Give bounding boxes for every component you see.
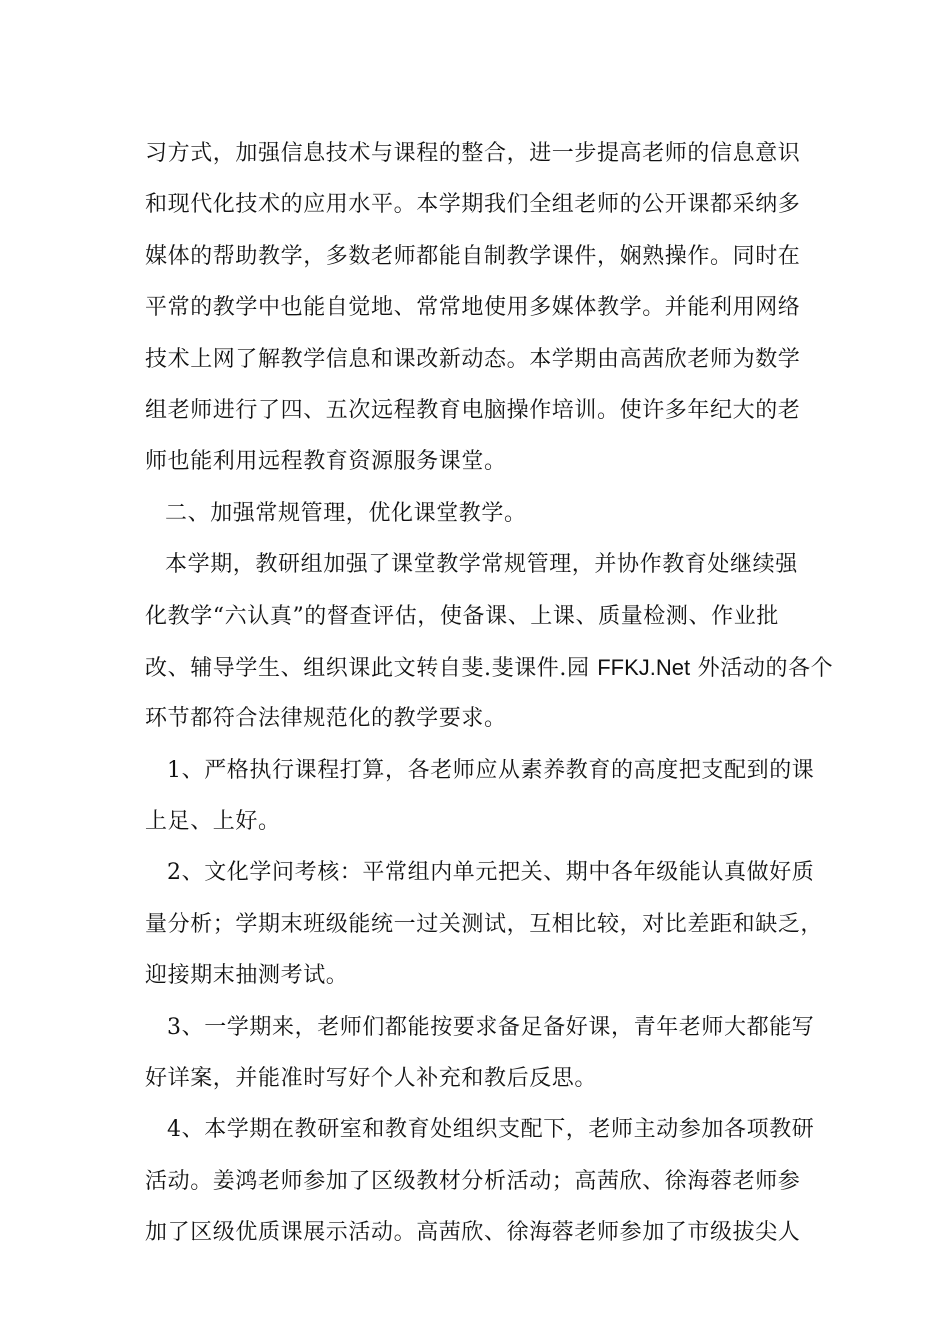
- document-body: [145, 128, 845, 1259]
- text-line: 和现代化技术的应用水平。本学期我们全组老师的公开课都采纳多: [145, 192, 801, 218]
- text-segment: 外活动的各个: [690, 655, 834, 681]
- text-line: 活动。姜鸿老师参加了区级教材分析活动；高茜欣、徐海蓉老师参: [145, 1168, 801, 1194]
- list-item: 1、严格执行课程打算，各老师应从素养教育的高度把支配到的课: [167, 757, 815, 783]
- text-segment: 改、辅导学生、组织课此文转自斐.斐课件.园: [145, 655, 598, 681]
- text-line: 师也能利用远程教育资源服务课堂。: [145, 449, 507, 475]
- text-line: 本学期，教研组加强了课堂教学常规管理，并协作教育处继续强: [165, 552, 798, 578]
- text-line: 组老师进行了四、五次远程教育电脑操作培训。使许多年纪大的老: [145, 397, 801, 423]
- text-line: 媒体的帮助教学，多数老师都能自制教学课件，娴熟操作。同时在: [145, 243, 801, 269]
- text-line: 上足、上好。: [145, 809, 281, 835]
- section-heading: 二、加强常规管理，优化课堂教学。: [165, 500, 527, 526]
- text-line: 迎接期末抽测考试。: [145, 963, 349, 989]
- list-item: 4、本学期在教研室和教育处组织支配下，老师主动参加各项教研: [167, 1117, 815, 1143]
- text-line: 技术上网了解教学信息和课改新动态。本学期由高茜欣老师为数学: [145, 346, 801, 372]
- text-line: 化教学“六认真”的督查评估，使备课、上课、质量检测、作业批: [145, 603, 779, 629]
- watermark-text: FFKJ.Net: [597, 654, 691, 680]
- text-line: 量分析；学期末班级能统一过关测试，互相比较，对比差距和缺乏，: [145, 911, 824, 937]
- text-line-mixed: [145, 642, 845, 693]
- list-item: 2、文化学问考核：平常组内单元把关、期中各年级能认真做好质: [167, 860, 815, 886]
- text-line: 好详案，并能准时写好个人补充和教后反思。: [145, 1066, 598, 1092]
- text-line: 加了区级优质课展示活动。高茜欣、徐海蓉老师参加了市级拔尖人: [145, 1220, 801, 1246]
- text-line: 平常的教学中也能自觉地、常常地使用多媒体教学。并能利用网络: [145, 295, 801, 321]
- text-line: 环节都符合法律规范化的教学要求。: [145, 706, 507, 732]
- text-line: 习方式，加强信息技术与课程的整合，进一步提高老师的信息意识: [145, 141, 801, 166]
- list-item: 3、一学期来，老师们都能按要求备足备好课，青年老师大都能写: [167, 1014, 815, 1040]
